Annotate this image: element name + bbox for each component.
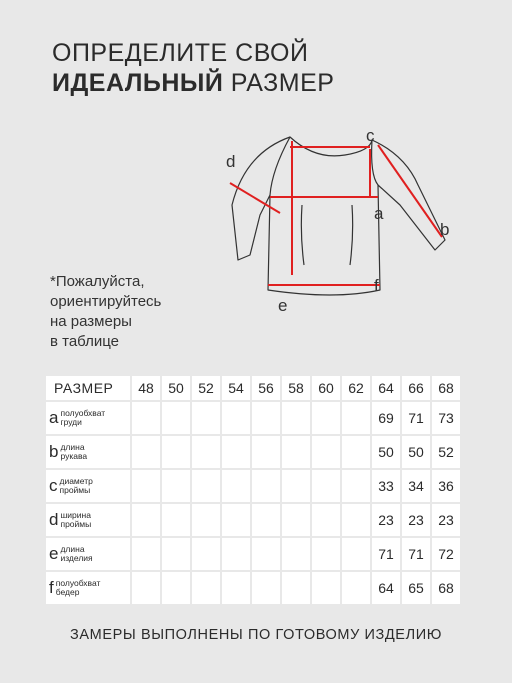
garment-sketch <box>220 125 460 315</box>
page-title <box>52 38 334 98</box>
table-cell <box>131 469 161 503</box>
table-cell <box>341 503 371 537</box>
table-cell: 36 <box>431 469 461 503</box>
table-cell <box>311 503 341 537</box>
table-cell <box>311 571 341 605</box>
table-cell <box>341 401 371 435</box>
size-col-header: 50 <box>161 375 191 401</box>
size-col-header: 56 <box>251 375 281 401</box>
table-cell <box>131 401 161 435</box>
table-cell <box>221 503 251 537</box>
row-label <box>45 503 131 537</box>
size-col-header: 64 <box>371 375 401 401</box>
row-description: полуобхват бедер <box>55 578 101 597</box>
label-a: a <box>374 204 384 223</box>
row-letter: b <box>49 442 59 461</box>
table-cell: 52 <box>431 435 461 469</box>
table-cell <box>281 401 311 435</box>
title-line-1: ОПРЕДЕЛИТЕ СВОЙ <box>52 39 309 67</box>
title-bold: ИДЕАЛЬНЫЙ <box>52 69 224 97</box>
table-cell: 33 <box>371 469 401 503</box>
table-cell <box>311 401 341 435</box>
table-row <box>45 503 461 537</box>
row-description: диаметр проймы <box>59 476 93 495</box>
footer-note: ЗАМЕРЫ ВЫПОЛНЕНЫ ПО ГОТОВОМУ ИЗДЕЛИЮ <box>70 627 442 643</box>
table-cell <box>251 503 281 537</box>
table-cell <box>131 571 161 605</box>
table-cell <box>341 537 371 571</box>
table-cell <box>341 469 371 503</box>
table-cell: 50 <box>371 435 401 469</box>
label-c: c <box>366 126 375 145</box>
table-cell <box>221 401 251 435</box>
sweater-outline <box>232 137 445 295</box>
size-note: *Пожалуйста, ориентируйтесь на размеры в таблице <box>50 273 162 350</box>
table-cell <box>341 571 371 605</box>
table-cell: 23 <box>401 503 431 537</box>
table-cell: 73 <box>431 401 461 435</box>
table-cell <box>161 469 191 503</box>
table-cell <box>281 469 311 503</box>
row-label <box>45 571 131 605</box>
size-col-header: 68 <box>431 375 461 401</box>
table-cell <box>251 571 281 605</box>
label-b: b <box>440 220 450 239</box>
row-description: полуобхват груди <box>60 408 106 427</box>
size-col-header: 54 <box>221 375 251 401</box>
table-cell: 23 <box>371 503 401 537</box>
table-cell <box>221 469 251 503</box>
table-cell <box>161 571 191 605</box>
size-col-header: 58 <box>281 375 311 401</box>
table-cell: 69 <box>371 401 401 435</box>
row-label <box>45 537 131 571</box>
table-cell <box>161 503 191 537</box>
table-cell: 71 <box>401 537 431 571</box>
table-row <box>45 571 461 605</box>
size-col-header: 62 <box>341 375 371 401</box>
size-col-header: 52 <box>191 375 221 401</box>
table-cell <box>311 537 341 571</box>
title-rest: РАЗМЕР <box>223 69 335 97</box>
table-cell <box>251 435 281 469</box>
label-d: d <box>226 152 236 171</box>
table-cell <box>191 537 221 571</box>
row-letter: e <box>49 544 59 563</box>
title-line-2 <box>52 68 334 98</box>
row-letter: d <box>49 510 59 529</box>
table-row <box>45 469 461 503</box>
table-cell: 23 <box>431 503 461 537</box>
table-cell <box>191 401 221 435</box>
row-label <box>45 435 131 469</box>
table-cell: 50 <box>401 435 431 469</box>
table-cell <box>251 537 281 571</box>
size-col-header: 60 <box>311 375 341 401</box>
table-cell <box>341 435 371 469</box>
measure-lines <box>230 141 442 285</box>
table-cell <box>161 401 191 435</box>
table-cell <box>191 469 221 503</box>
table-cell <box>311 435 341 469</box>
row-description: длина изделия <box>60 544 93 563</box>
table-cell <box>131 537 161 571</box>
size-col-header: 48 <box>131 375 161 401</box>
table-cell <box>221 571 251 605</box>
table-cell <box>281 435 311 469</box>
table-cell <box>281 503 311 537</box>
table-cell <box>251 401 281 435</box>
size-col-header: 66 <box>401 375 431 401</box>
table-cell <box>221 435 251 469</box>
row-letter: f <box>49 578 54 597</box>
table-cell <box>191 571 221 605</box>
table-cell <box>221 537 251 571</box>
table-cell: 68 <box>431 571 461 605</box>
table-cell <box>161 435 191 469</box>
size-header-label: РАЗМЕР <box>45 375 131 401</box>
table-cell <box>281 537 311 571</box>
table-cell: 65 <box>401 571 431 605</box>
table-cell <box>161 537 191 571</box>
table-cell <box>251 469 281 503</box>
table-row <box>45 401 461 435</box>
table-cell: 71 <box>371 537 401 571</box>
table-cell: 72 <box>431 537 461 571</box>
table-cell <box>311 469 341 503</box>
row-letter: c <box>49 476 58 495</box>
table-cell: 64 <box>371 571 401 605</box>
row-description: ширина проймы <box>60 510 92 529</box>
label-f: f <box>374 276 379 295</box>
size-table <box>44 374 460 606</box>
row-description: длина рукава <box>60 442 88 461</box>
label-e: e <box>278 296 288 315</box>
table-cell <box>131 503 161 537</box>
row-label <box>45 469 131 503</box>
table-cell <box>191 503 221 537</box>
table-cell: 34 <box>401 469 431 503</box>
size-header-row <box>45 375 461 401</box>
row-letter: a <box>49 408 59 427</box>
table-row <box>45 537 461 571</box>
row-label <box>45 401 131 435</box>
table-cell <box>131 435 161 469</box>
table-cell <box>191 435 221 469</box>
table-cell <box>281 571 311 605</box>
table-cell: 71 <box>401 401 431 435</box>
table-row <box>45 435 461 469</box>
